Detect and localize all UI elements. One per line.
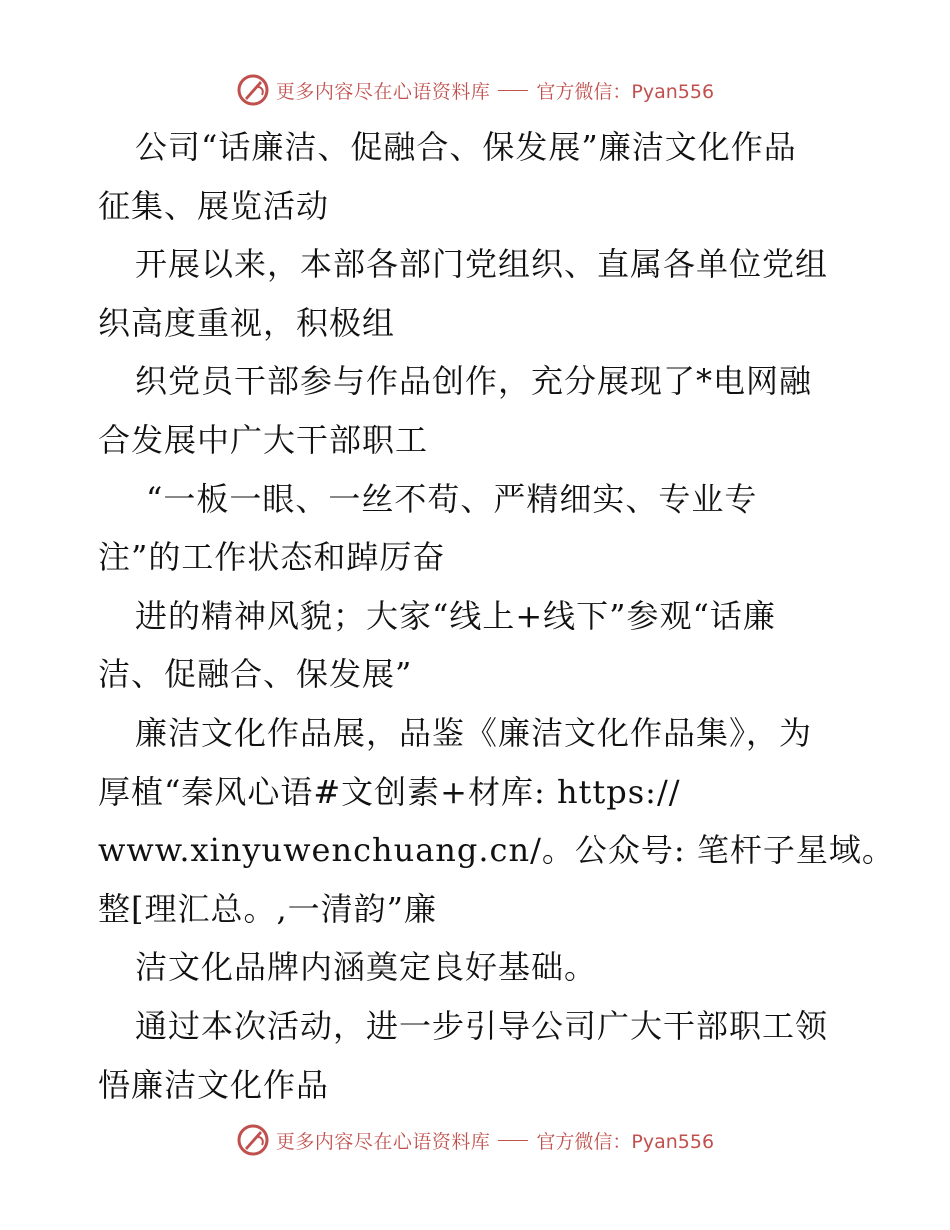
banner-divider: [498, 90, 528, 91]
quill-logo-icon: [236, 1123, 270, 1157]
body-text-line: “一板一眼、一丝不苟、严精细实、专业专: [146, 479, 758, 518]
body-text-line: 厚植“秦风心语#文创素+材库: https://: [98, 772, 681, 811]
document-body: [98, 118, 895, 1114]
body-text-line: 洁、促融合、保发展”: [98, 655, 413, 694]
banner-divider: [498, 1140, 528, 1141]
banner-wechat: 官方微信：Pyan556: [536, 80, 715, 103]
body-text-line: 通过本次活动，进一步引导公司广大干部职工领: [135, 1006, 829, 1045]
footer-banner: [0, 1120, 950, 1160]
body-text-line: 注”的工作状态和踔厉奋: [98, 538, 446, 577]
body-text-line: 公司“话廉洁、促融合、保发展”廉洁文化作品: [135, 128, 797, 166]
banner-title: 更多内容尽在心语资料库: [275, 1130, 491, 1153]
banner-wechat: 官方微信：Pyan556: [536, 1130, 715, 1153]
body-text-line: 征集、展览活动: [98, 186, 330, 225]
body-text-line: 织高度重视，积极组: [98, 303, 396, 342]
body-text-line: 悟廉洁文化作品: [98, 1065, 330, 1104]
banner-title: 更多内容尽在心语资料库: [275, 80, 491, 103]
body-text-line: 廉洁文化作品展，品鉴《廉洁文化作品集》，为: [135, 713, 813, 752]
body-text-line: www.xinyuwenchuang.cn/。公众号: 笔杆子星域。: [98, 831, 895, 870]
body-text-line: 整[理汇总。,一清韵”廉: [98, 889, 438, 928]
body-text-line: 进的精神风貌；大家“线上+线下”参观“话廉: [135, 596, 776, 635]
header-banner: [0, 70, 950, 110]
body-text-line: 洁文化品牌内涵奠定良好基础。: [135, 948, 598, 987]
body-text-line: 织党员干部参与作品创作，充分展现了*电网融: [135, 362, 813, 401]
body-text-line: 合发展中广大干部职工: [98, 420, 429, 459]
quill-logo-icon: [236, 73, 270, 107]
body-text-line: 开展以来，本部各部门党组织、直属各单位党组: [135, 245, 829, 284]
